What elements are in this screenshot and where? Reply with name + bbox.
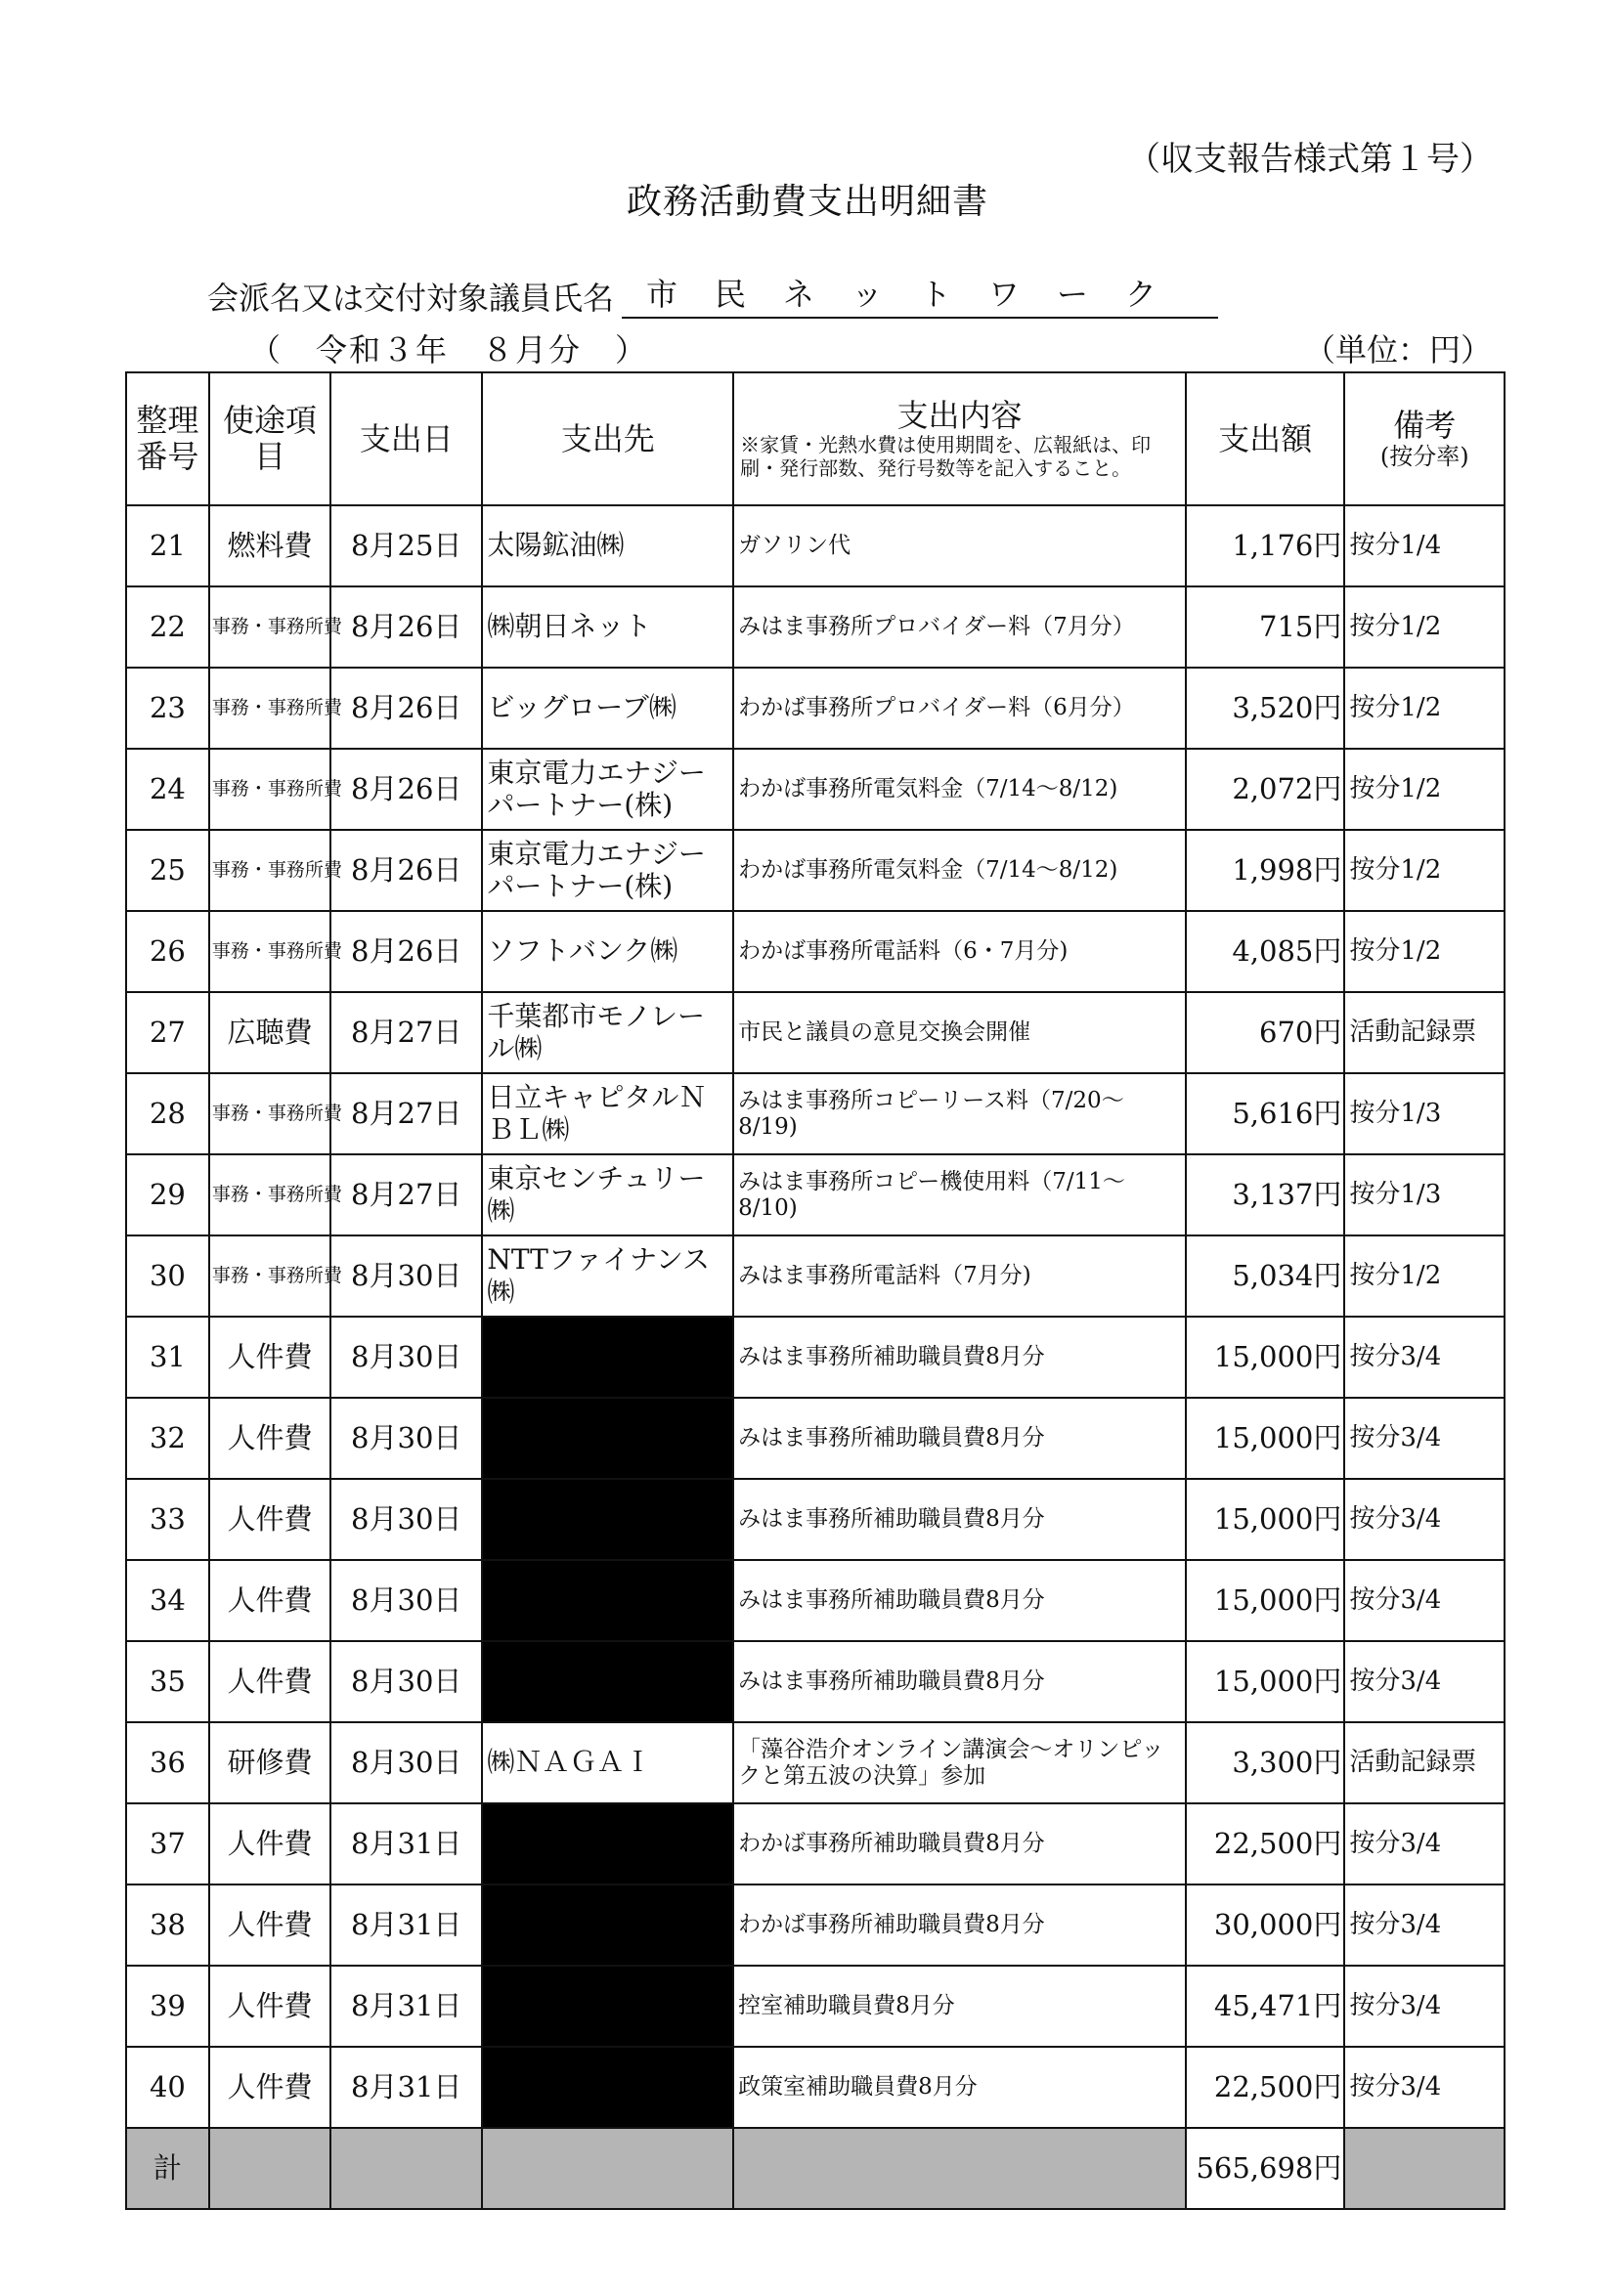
header-payee: 支出先 <box>482 372 733 505</box>
row-content: みはま事務所補助職員費8月分 <box>733 1641 1186 1722</box>
table-row <box>126 992 1505 1073</box>
row-number: 23 <box>126 668 209 749</box>
row-remark: 按分1/4 <box>1344 505 1505 586</box>
row-amount: 3,520円 <box>1186 668 1345 749</box>
row-payee: ㈱朝日ネット <box>482 586 733 668</box>
table-row <box>126 1803 1505 1884</box>
row-category: 事務・事務所費 <box>209 586 330 668</box>
row-remark: 按分1/2 <box>1344 830 1505 911</box>
table-row <box>126 749 1505 830</box>
row-remark: 按分3/4 <box>1344 1803 1505 1884</box>
table-row <box>126 1641 1505 1722</box>
row-number: 27 <box>126 992 209 1073</box>
row-amount: 15,000円 <box>1186 1560 1345 1641</box>
table-row <box>126 2047 1505 2128</box>
header-remark: 備考 (按分率) <box>1344 372 1505 505</box>
row-remark: 活動記録票 <box>1344 992 1505 1073</box>
row-date: 8月26日 <box>330 749 482 830</box>
row-remark: 按分3/4 <box>1344 1317 1505 1398</box>
redacted-payee <box>482 1803 733 1884</box>
row-category: 研修費 <box>209 1722 330 1803</box>
redacted-payee <box>482 1966 733 2047</box>
row-date: 8月31日 <box>330 1966 482 2047</box>
row-content: わかば事務所電話料（6・7月分) <box>733 911 1186 992</box>
row-date: 8月26日 <box>330 586 482 668</box>
row-amount: 4,085円 <box>1186 911 1345 992</box>
total-label: 計 <box>126 2128 209 2209</box>
row-category: 燃料費 <box>209 505 330 586</box>
row-category: 広聴費 <box>209 992 330 1073</box>
row-amount: 5,616円 <box>1186 1073 1345 1154</box>
row-number: 21 <box>126 505 209 586</box>
row-remark: 按分1/2 <box>1344 749 1505 830</box>
redacted-payee <box>482 1479 733 1560</box>
table-row <box>126 1966 1505 2047</box>
table-row <box>126 1154 1505 1235</box>
row-content: みはま事務所電話料（7月分) <box>733 1235 1186 1317</box>
row-payee: ビッグローブ㈱ <box>482 668 733 749</box>
row-amount: 15,000円 <box>1186 1479 1345 1560</box>
row-number: 32 <box>126 1398 209 1479</box>
content-note: ※家賃・光熱水費は使用期間を、広報紙は、印刷・発行部数、発行号数等を記入すること。 <box>740 433 1152 481</box>
row-date: 8月26日 <box>330 668 482 749</box>
row-date: 8月30日 <box>330 1641 482 1722</box>
row-amount: 22,500円 <box>1186 1803 1345 1884</box>
row-date: 8月30日 <box>330 1560 482 1641</box>
row-category: 人件費 <box>209 1884 330 1966</box>
row-remark: 按分1/2 <box>1344 1235 1505 1317</box>
row-amount: 1,176円 <box>1186 505 1345 586</box>
row-content: わかば事務所電気料金（7/14～8/12) <box>733 830 1186 911</box>
form-number: （収支報告様式第１号） <box>1127 140 1493 179</box>
row-payee: NTTファイナンス㈱ <box>482 1235 733 1317</box>
header-category: 使途項目 <box>209 372 330 505</box>
table-row <box>126 505 1505 586</box>
row-content: みはま事務所補助職員費8月分 <box>733 1479 1186 1560</box>
table-row <box>126 830 1505 911</box>
row-remark: 按分1/2 <box>1344 668 1505 749</box>
row-number: 34 <box>126 1560 209 1641</box>
redacted-payee <box>482 1884 733 1966</box>
row-date: 8月27日 <box>330 1073 482 1154</box>
table-row <box>126 668 1505 749</box>
row-content: 政策室補助職員費8月分 <box>733 2047 1186 2128</box>
row-date: 8月26日 <box>330 911 482 992</box>
table-row <box>126 586 1505 668</box>
row-number: 22 <box>126 586 209 668</box>
row-category: 事務・事務所費 <box>209 1073 330 1154</box>
total-amount: 565,698円 <box>1186 2128 1345 2209</box>
row-category: 事務・事務所費 <box>209 1154 330 1235</box>
row-category: 人件費 <box>209 1317 330 1398</box>
row-date: 8月30日 <box>330 1317 482 1398</box>
row-date: 8月30日 <box>330 1235 482 1317</box>
total-shade <box>330 2128 482 2209</box>
unit-label: （単位：円） <box>1303 331 1492 368</box>
row-number: 24 <box>126 749 209 830</box>
header-date: 支出日 <box>330 372 482 505</box>
row-payee: 東京電力エナジーパートナー(株) <box>482 830 733 911</box>
table-row <box>126 1722 1505 1803</box>
row-category: 事務・事務所費 <box>209 911 330 992</box>
row-amount: 670円 <box>1186 992 1345 1073</box>
expense-table <box>125 371 1506 2210</box>
row-category: 人件費 <box>209 1966 330 2047</box>
redacted-payee <box>482 1398 733 1479</box>
period: （ 令和３年 ８月分 ） <box>249 331 649 368</box>
row-content: みはま事務所プロバイダー料（7月分） <box>733 586 1186 668</box>
row-category: 事務・事務所費 <box>209 1235 330 1317</box>
table-row <box>126 1317 1505 1398</box>
row-remark: 按分1/2 <box>1344 586 1505 668</box>
row-amount: 30,000円 <box>1186 1884 1345 1966</box>
row-content: みはま事務所補助職員費8月分 <box>733 1398 1186 1479</box>
row-number: 37 <box>126 1803 209 1884</box>
row-remark: 活動記録票 <box>1344 1722 1505 1803</box>
total-shade <box>733 2128 1186 2209</box>
row-date: 8月27日 <box>330 1154 482 1235</box>
row-remark: 按分3/4 <box>1344 1641 1505 1722</box>
row-amount: 3,300円 <box>1186 1722 1345 1803</box>
redacted-payee <box>482 1641 733 1722</box>
row-amount: 15,000円 <box>1186 1641 1345 1722</box>
row-amount: 3,137円 <box>1186 1154 1345 1235</box>
row-payee: 太陽鉱油㈱ <box>482 505 733 586</box>
total-row <box>126 2128 1505 2209</box>
row-amount: 2,072円 <box>1186 749 1345 830</box>
row-content: わかば事務所電気料金（7/14～8/12) <box>733 749 1186 830</box>
row-date: 8月31日 <box>330 2047 482 2128</box>
row-content: 「藻谷浩介オンライン講演会～オリンピックと第五波の決算」参加 <box>733 1722 1186 1803</box>
total-shade <box>482 2128 733 2209</box>
row-number: 29 <box>126 1154 209 1235</box>
redacted-payee <box>482 1560 733 1641</box>
row-remark: 按分3/4 <box>1344 1884 1505 1966</box>
header-no: 整理 番号 <box>126 372 209 505</box>
table-row <box>126 911 1505 992</box>
row-number: 26 <box>126 911 209 992</box>
row-amount: 715円 <box>1186 586 1345 668</box>
row-date: 8月30日 <box>330 1479 482 1560</box>
row-content: わかば事務所補助職員費8月分 <box>733 1803 1186 1884</box>
row-category: 人件費 <box>209 1560 330 1641</box>
total-shade <box>1344 2128 1505 2209</box>
row-content: わかば事務所プロバイダー料（6月分） <box>733 668 1186 749</box>
redacted-payee <box>482 1317 733 1398</box>
row-content: 控室補助職員費8月分 <box>733 1966 1186 2047</box>
row-number: 38 <box>126 1884 209 1966</box>
row-number: 25 <box>126 830 209 911</box>
total-shade <box>209 2128 330 2209</box>
row-payee: 千葉都市モノレール㈱ <box>482 992 733 1073</box>
row-category: 人件費 <box>209 2047 330 2128</box>
row-content: みはま事務所コピー機使用料（7/11～8/10) <box>733 1154 1186 1235</box>
row-date: 8月26日 <box>330 830 482 911</box>
row-category: 人件費 <box>209 1398 330 1479</box>
row-remark: 按分3/4 <box>1344 1966 1505 2047</box>
party-name: 市民ネットワーク <box>622 270 1218 319</box>
row-number: 39 <box>126 1966 209 2047</box>
redacted-payee <box>482 2047 733 2128</box>
table-row <box>126 1560 1505 1641</box>
row-number: 30 <box>126 1235 209 1317</box>
row-amount: 15,000円 <box>1186 1317 1345 1398</box>
row-amount: 15,000円 <box>1186 1398 1345 1479</box>
page-title: 政務活動費支出明細書 <box>626 182 988 222</box>
row-date: 8月30日 <box>330 1722 482 1803</box>
row-amount: 5,034円 <box>1186 1235 1345 1317</box>
row-content: わかば事務所補助職員費8月分 <box>733 1884 1186 1966</box>
table-row <box>126 1479 1505 1560</box>
row-remark: 按分3/4 <box>1344 1398 1505 1479</box>
table-row <box>126 1398 1505 1479</box>
row-category: 人件費 <box>209 1803 330 1884</box>
row-category: 人件費 <box>209 1479 330 1560</box>
table-row <box>126 1235 1505 1317</box>
row-date: 8月27日 <box>330 992 482 1073</box>
row-payee: 日立キャピタルＮＢＬ㈱ <box>482 1073 733 1154</box>
row-amount: 22,500円 <box>1186 2047 1345 2128</box>
row-remark: 按分3/4 <box>1344 2047 1505 2128</box>
row-content: みはま事務所コピーリース料（7/20～8/19) <box>733 1073 1186 1154</box>
row-payee: ㈱ＮＡＧＡＩ <box>482 1722 733 1803</box>
row-number: 33 <box>126 1479 209 1560</box>
row-date: 8月31日 <box>330 1803 482 1884</box>
header-content: 支出内容 ※家賃・光熱水費は使用期間を、広報紙は、印刷・発行部数、発行号数等を記入すること。 <box>733 372 1186 505</box>
row-remark: 按分1/2 <box>1344 911 1505 992</box>
party-label: 会派名又は交付対象議員氏名 <box>207 280 615 317</box>
row-content: ガソリン代 <box>733 505 1186 586</box>
row-number: 28 <box>126 1073 209 1154</box>
row-remark: 按分3/4 <box>1344 1479 1505 1560</box>
row-remark: 按分1/3 <box>1344 1073 1505 1154</box>
row-payee: 東京電力エナジーパートナー(株) <box>482 749 733 830</box>
row-number: 36 <box>126 1722 209 1803</box>
row-amount: 45,471円 <box>1186 1966 1345 2047</box>
row-payee: 東京センチュリー㈱ <box>482 1154 733 1235</box>
table-row <box>126 1073 1505 1154</box>
header-row <box>126 372 1505 505</box>
row-category: 事務・事務所費 <box>209 749 330 830</box>
header-amount: 支出額 <box>1186 372 1345 505</box>
row-category: 人件費 <box>209 1641 330 1722</box>
row-payee: ソフトバンク㈱ <box>482 911 733 992</box>
row-content: 市民と議員の意見交換会開催 <box>733 992 1186 1073</box>
row-amount: 1,998円 <box>1186 830 1345 911</box>
party-row <box>207 270 1218 319</box>
row-number: 35 <box>126 1641 209 1722</box>
row-date: 8月25日 <box>330 505 482 586</box>
row-date: 8月31日 <box>330 1884 482 1966</box>
row-date: 8月30日 <box>330 1398 482 1479</box>
row-content: みはま事務所補助職員費8月分 <box>733 1317 1186 1398</box>
row-remark: 按分1/3 <box>1344 1154 1505 1235</box>
row-category: 事務・事務所費 <box>209 668 330 749</box>
row-remark: 按分3/4 <box>1344 1560 1505 1641</box>
table-row <box>126 1884 1505 1966</box>
row-number: 31 <box>126 1317 209 1398</box>
row-number: 40 <box>126 2047 209 2128</box>
row-content: みはま事務所補助職員費8月分 <box>733 1560 1186 1641</box>
row-category: 事務・事務所費 <box>209 830 330 911</box>
